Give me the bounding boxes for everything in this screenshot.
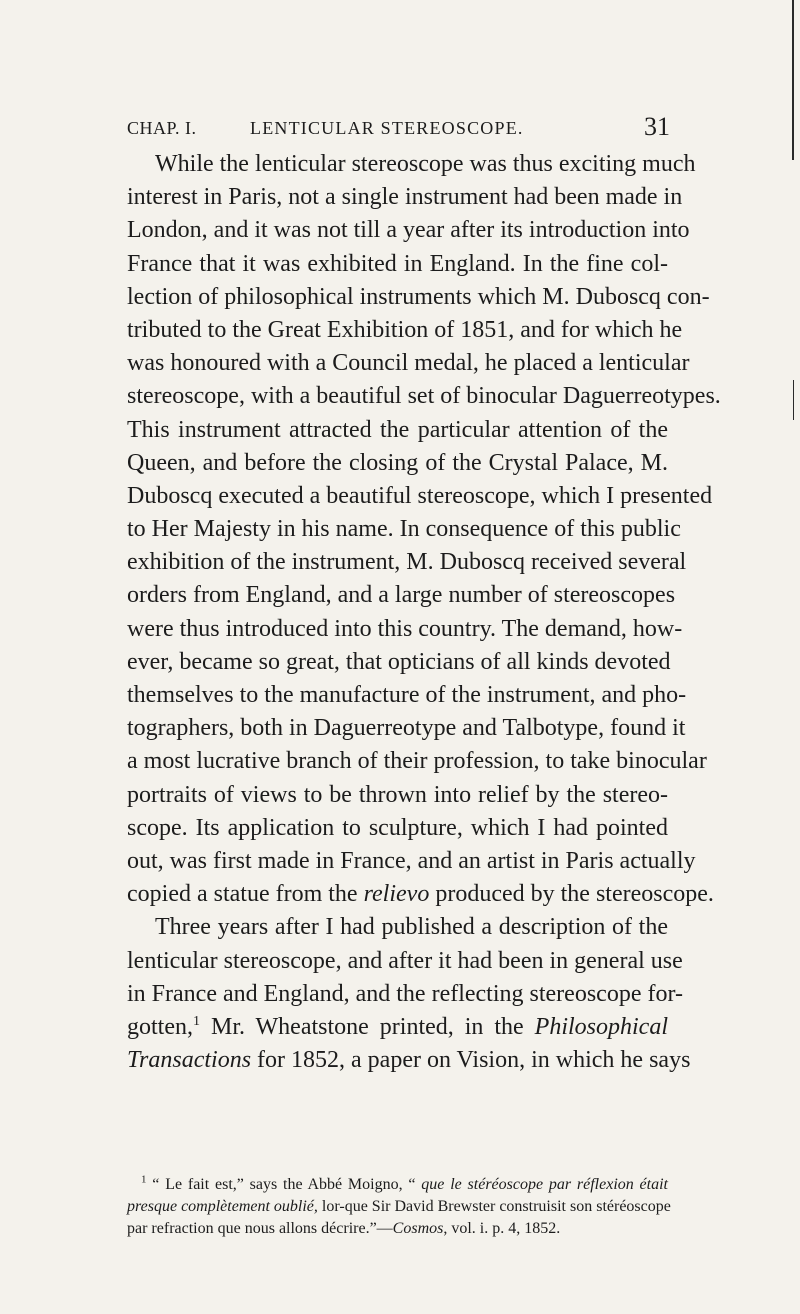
text-segment: copied a statue from the: [127, 881, 364, 908]
text-line: ever, became so great, that opticians of all kinds devoted: [127, 648, 671, 675]
text-segment: gotten,: [127, 1013, 193, 1040]
text-line: London, and it was not till a year after its introduction into: [127, 217, 690, 244]
text-segment: “ Le fait est,” says the Abbé Moigno, “: [146, 1176, 422, 1193]
text-line: was honoured with a Council medal, he placed a lenticular: [127, 350, 690, 377]
italic-term: Transactions: [127, 1047, 252, 1074]
text-line: tographers, both in Daguerreotype and Talbotype, found it: [127, 715, 686, 742]
text-line: Three years after I had published a description of the: [155, 914, 668, 941]
italic-term: relievo: [363, 881, 430, 908]
chapter-label: CHAP. I.: [127, 118, 197, 138]
text-line: Duboscq executed a beautiful stereoscope, which I presented: [127, 482, 713, 509]
text-line: a most lucrative branch of their profession, to take binocular: [127, 748, 707, 775]
text-line: [127, 1044, 691, 1077]
italic-quote: que le stéréoscope par réflexion était: [421, 1176, 668, 1193]
text-line: While the lenticular stereoscope was thus exciting much: [155, 151, 696, 177]
text-line: portraits of views to be thrown into relief by the stereo-: [127, 781, 668, 808]
page-edge-shadow: [792, 0, 794, 160]
text-segment: par refraction que nous allons décrire.”—: [127, 1220, 393, 1237]
italic-term: Philosophical: [534, 1013, 668, 1040]
text-line: scope. Its application to sculpture, which I had pointed: [127, 814, 668, 841]
text-segment: lor-que Sir David Brewster construisit son stéréoscope: [317, 1198, 671, 1215]
text-line: France that it was exhibited in England. In the fine col-: [127, 250, 668, 277]
text-line: [127, 1011, 668, 1044]
text-line: in France and England, and the reflecting stereoscope for-: [127, 980, 683, 1007]
text-line: themselves to the manufacture of the instrument, and pho-: [127, 682, 687, 708]
footnote-line: [127, 1218, 668, 1240]
text-line: tributed to the Great Exhibition of 1851, and for which he: [127, 316, 683, 343]
footnote: [127, 1173, 671, 1240]
text-line: [127, 878, 714, 911]
text-line: Queen, and before the closing of the Crystal Palace, M.: [127, 449, 668, 476]
text-line: exhibition of the instrument, M. Duboscq received several: [127, 549, 687, 576]
page-header: [127, 112, 670, 148]
text-line: orders from England, and a large number of stereoscopes: [127, 582, 676, 609]
text-line: to Her Majesty in his name. In consequence of this public: [127, 516, 681, 543]
text-line: out, was first made in France, and an artist in Paris actually: [127, 847, 696, 874]
text-segment: , vol. i. p. 4, 1852.: [443, 1220, 561, 1237]
page-edge-shadow: [793, 380, 794, 420]
footnote-mark: 1: [141, 1173, 147, 1186]
text-line: interest in Paris, not a single instrument had been made in: [127, 184, 683, 211]
running-title: LENTICULAR STEREOSCOPE.: [250, 118, 524, 138]
footnote-line: [127, 1196, 671, 1218]
text-segment: for 1852, a paper on Vision, in which he says: [251, 1047, 691, 1074]
italic-quote: presque complètement oublié,: [127, 1198, 318, 1215]
text-line: This instrument attracted the particular attention of the: [127, 416, 668, 443]
page-number: 31: [644, 112, 670, 141]
text-line: were thus introduced into this country. The demand, how-: [127, 615, 683, 642]
body-text: [127, 148, 721, 1077]
text-line: stereoscope, with a beautiful set of binocular Daguerreotypes.: [127, 383, 721, 410]
text-segment: Mr. Wheatstone printed, in the: [200, 1013, 535, 1040]
text-segment: produced by the stereoscope.: [429, 881, 714, 908]
text-line: lection of philosophical instruments which M. Duboscq con-: [127, 283, 710, 310]
footnote-reference: 1: [193, 1013, 200, 1029]
footnote-line: [127, 1174, 668, 1196]
italic-source: Cosmos: [392, 1220, 444, 1237]
text-line: lenticular stereoscope, and after it had been in general use: [127, 947, 683, 974]
